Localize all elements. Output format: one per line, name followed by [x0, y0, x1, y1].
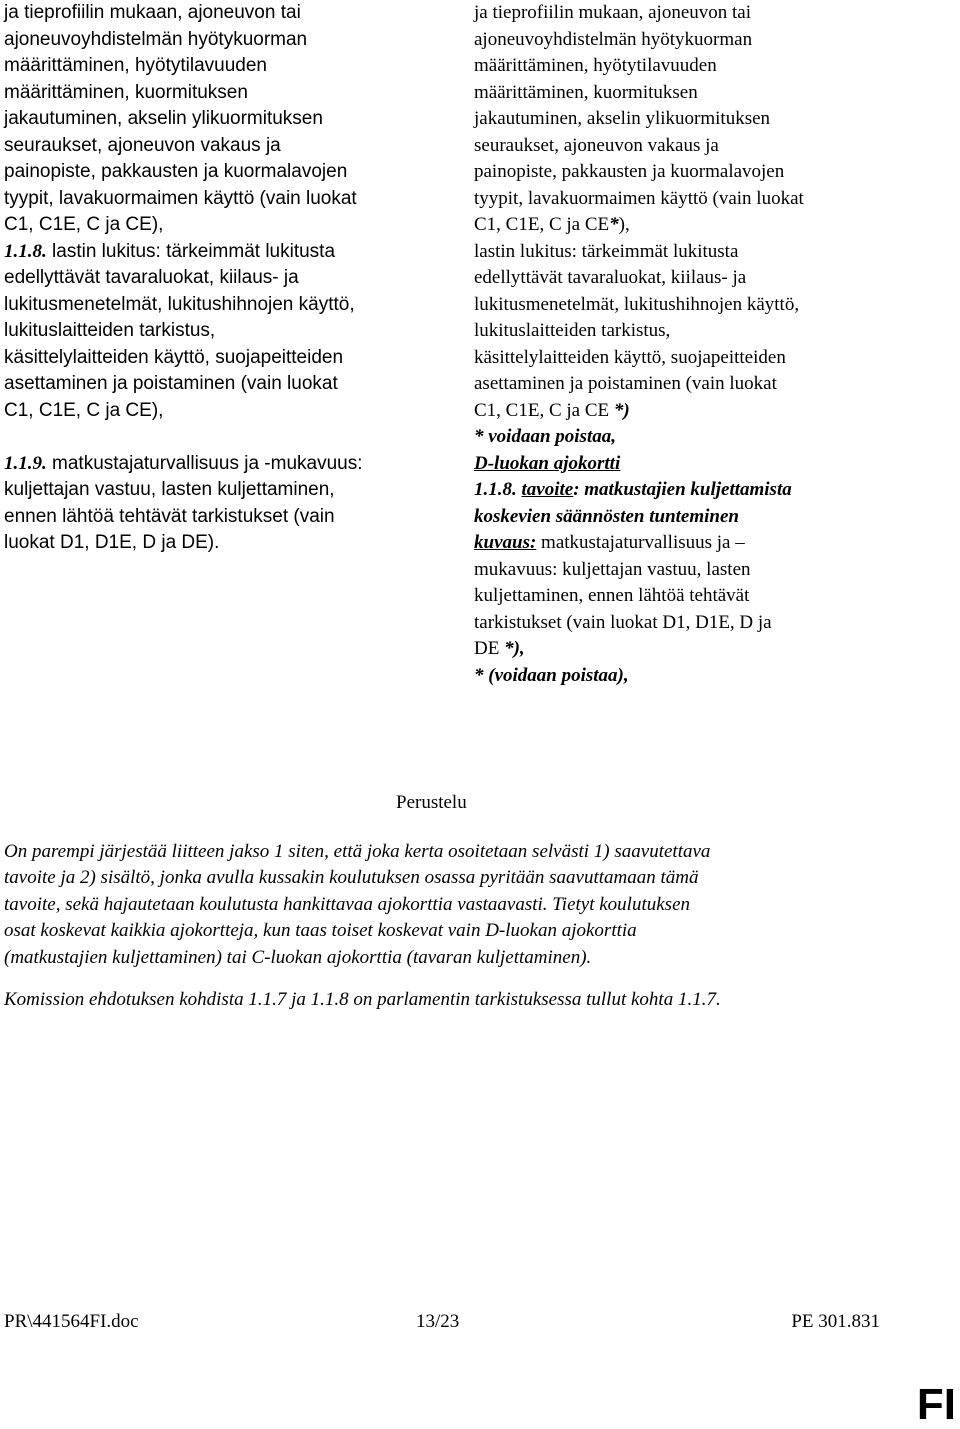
- right-text: C1, C1E, C ja CE: [474, 214, 610, 235]
- left-text: lastin lukitus: tärkeimmät lukitusta: [46, 240, 336, 262]
- page-number: 13/23: [416, 1311, 460, 1332]
- deletion-note: * voidaan poistaa,: [474, 426, 616, 447]
- deletion-marker: *): [613, 399, 630, 421]
- justification-line: (matkustajien kuljettaminen) tai C-luokan ajokorttia (tavaran kuljettaminen).: [4, 946, 592, 968]
- left-line: ajoneuvoyhdistelmän hyötykuorman: [4, 28, 308, 50]
- left-column: [4, 0, 424, 557]
- right-line: koskevien säännösten tunteminen: [474, 505, 739, 527]
- justification-line: On parempi järjestää liitteen jakso 1 siten, että joka kerta osoitetaan selvästi 1) saavutettava: [4, 840, 711, 862]
- left-line: edellyttävät tavaraluokat, kiilaus- ja: [4, 267, 299, 288]
- right-line: [474, 398, 894, 425]
- category-heading: D-luokan ajokortti: [474, 452, 621, 474]
- left-line: kuljettajan vastuu, lasten kuljettaminen,: [4, 479, 335, 500]
- left-line: luokat D1, D1E, D ja DE).: [4, 532, 220, 553]
- document-reference: PR\441564FI.doc: [4, 1311, 139, 1332]
- language-code: FI: [916, 1380, 956, 1429]
- right-line: [474, 636, 894, 663]
- deletion-marker: *),: [504, 638, 525, 659]
- right-line: painopiste, pakkausten ja kuormalavojen: [474, 161, 785, 182]
- left-line: asettaminen ja poistaminen (vain luokat: [4, 373, 338, 394]
- left-line: käsittelylaitteiden käyttö, suojapeitteiden: [4, 346, 344, 368]
- right-line: [474, 212, 894, 239]
- section-number: 1.1.9.: [4, 452, 47, 474]
- left-line: ennen lähtöä tehtävät tarkistukset (vain: [4, 505, 335, 527]
- pe-reference: PE 301.831: [791, 1311, 880, 1332]
- right-line: asettaminen ja poistaminen (vain luokat: [474, 373, 777, 394]
- right-line: käsittelylaitteiden käyttö, suojapeitteiden: [474, 346, 786, 368]
- justification-heading: Perustelu: [396, 792, 467, 813]
- right-line: jakautuminen, akselin ylikuormituksen: [474, 108, 771, 129]
- left-line: tyypit, lavakuormaimen käyttö (vain luokat: [4, 187, 357, 209]
- left-line: [4, 451, 424, 478]
- right-line: ajoneuvoyhdistelmän hyötykuorman: [474, 28, 753, 50]
- left-line: jakautuminen, akselin ylikuormituksen: [4, 108, 323, 129]
- objective-label: tavoite: [521, 479, 574, 500]
- blank-line: [4, 424, 424, 451]
- right-line: [474, 477, 894, 504]
- right-text: matkustajaturvallisuus ja –: [536, 532, 745, 553]
- right-line: edellyttävät tavaraluokat, kiilaus- ja: [474, 267, 747, 288]
- right-line: lukitusmenetelmät, lukitushihnojen käyttö,: [474, 293, 800, 315]
- right-text: ),: [618, 214, 630, 235]
- left-line: lukitusmenetelmät, lukitushihnojen käyttö,: [4, 293, 355, 315]
- justification-line: tavoite ja 2) sisältö, jonka avulla kussakin koulutuksen osassa pyritään saavuttamaan tämä: [4, 867, 699, 888]
- justification-line: tavoite, sekä hajautetaan koulutusta hankittavaa ajokorttia vastaavasti. Tietyt koulutuksen: [4, 893, 691, 915]
- left-line: C1, C1E, C ja CE),: [4, 214, 164, 235]
- right-line: seuraukset, ajoneuvon vakaus ja: [474, 134, 719, 156]
- justification: [4, 790, 944, 1014]
- left-line: painopiste, pakkausten ja kuormalavojen: [4, 161, 348, 182]
- section-number: 1.1.8.: [474, 479, 517, 500]
- justification-line: osat koskevat kaikkia ajokortteja, kun taas toiset koskevat vain D-luokan ajokorttia: [4, 920, 637, 941]
- left-line: C1, C1E, C ja CE),: [4, 399, 164, 421]
- right-line: lukituslaitteiden tarkistus,: [474, 320, 671, 341]
- right-line: tyypit, lavakuormaimen käyttö (vain luokat: [474, 187, 804, 209]
- left-line: ja tieprofiilin mukaan, ajoneuvon tai: [4, 2, 301, 23]
- left-line: seuraukset, ajoneuvon vakaus ja: [4, 134, 281, 156]
- page-footer: [4, 1311, 880, 1339]
- right-line: ja tieprofiilin mukaan, ajoneuvon tai: [474, 2, 752, 23]
- left-line: määrittäminen, hyötytilavuuden: [4, 55, 267, 76]
- left-line: lukituslaitteiden tarkistus,: [4, 320, 216, 341]
- right-text: DE: [474, 638, 505, 659]
- deletion-marker: *: [609, 214, 619, 235]
- right-line: [474, 530, 894, 557]
- right-column: [474, 0, 894, 689]
- right-line: tarkistukset (vain luokat D1, D1E, D ja: [474, 611, 772, 633]
- justification-note: Komission ehdotuksen kohdista 1.1.7 ja 1.1.8 on parlamentin tarkistuksessa tullut kohta 1.1.7.: [4, 989, 721, 1010]
- right-line: määrittäminen, kuormituksen: [474, 81, 698, 103]
- left-text: matkustajaturvallisuus ja -mukavuus:: [46, 452, 363, 474]
- right-line: kuljettaminen, ennen lähtöä tehtävät: [474, 585, 750, 606]
- right-line: määrittäminen, hyötytilavuuden: [474, 55, 717, 76]
- right-text: C1, C1E, C ja CE: [474, 399, 614, 421]
- left-line: määrittäminen, kuormituksen: [4, 81, 248, 103]
- right-line: mukavuus: kuljettajan vastuu, lasten: [474, 558, 751, 580]
- right-line: lastin lukitus: tärkeimmät lukitusta: [474, 240, 739, 262]
- deletion-note: * (voidaan poistaa),: [474, 664, 629, 686]
- right-text: : matkustajien kuljettamista: [573, 479, 792, 500]
- left-line: [4, 239, 424, 266]
- section-number: 1.1.8.: [4, 240, 47, 262]
- description-label: kuvaus:: [474, 532, 537, 553]
